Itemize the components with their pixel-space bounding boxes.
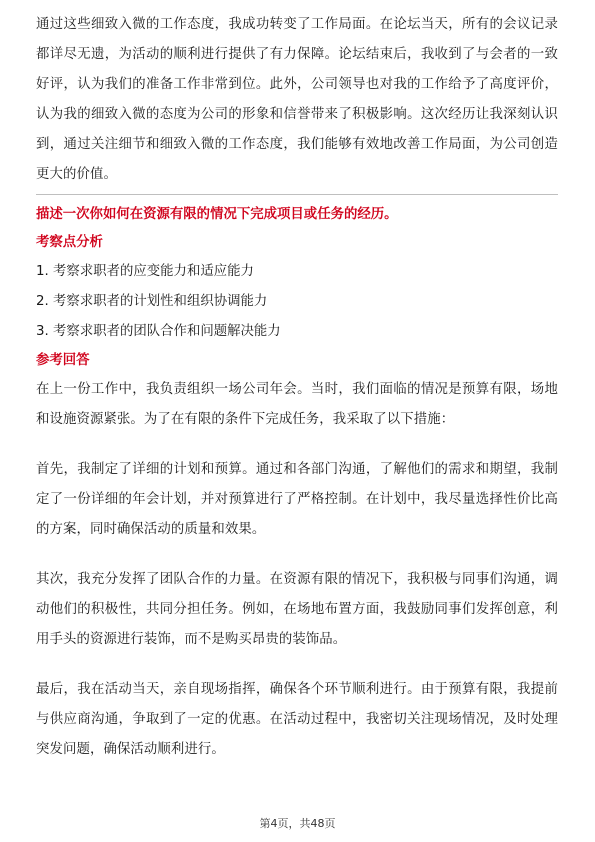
- analysis-point: 1. 考察求职者的应变能力和适应能力: [36, 264, 254, 279]
- analysis-heading: 考察点分析: [36, 235, 103, 250]
- page-number: 第4页，共48页: [259, 817, 336, 830]
- paragraph-gap: [36, 545, 558, 565]
- answer-paragraph: 最后，我在活动当天，亲自现场指挥，确保各个环节顺利进行。由于预算有限，我提前与供应商沟通，争取到了一定的优惠。在活动过程中，我密切关注现场情况，及时处理突发问题，确保活动顺利进行。: [36, 682, 558, 757]
- answer-paragraph: 其次，我充分发挥了团队合作的力量。在资源有限的情况下，我积极与同事们沟通，调动他们的积极性，共同分担任务。例如，在场地布置方面，我鼓励同事们发挥创意，利用手头的资源进行装饰，而不是购买昂贵的装饰品。: [36, 572, 558, 647]
- paragraph-gap: [36, 435, 558, 455]
- intro-paragraph: 通过这些细致入微的工作态度，我成功转变了工作局面。在论坛当天，所有的会议记录都详尽无遗，为活动的顺利进行提供了有力保障。论坛结束后，我收到了与会者的一致好评，认为我们的准备工作非常到位。此外，公司领导也对我的工作给予了高度评价，认为我的细致入微的态度为公司的形象和信誉带来了积极影响。这次经历让我深刻认识到，通过关注细节和细致入微的工作态度，我们能够有效地改善工作局面，为公司创造更大的价值。: [36, 17, 558, 182]
- answer-paragraph: 首先，我制定了详细的计划和预算。通过和各部门沟通，了解他们的需求和期望，我制定了一份详细的年会计划，并对预算进行了严格控制。在计划中，我尽量选择性价比高的方案，同时确保活动的质量和效果。: [36, 462, 558, 537]
- page-content: [36, 10, 558, 765]
- answer-paragraph: 在上一份工作中，我负责组织一场公司年会。当时，我们面临的情况是预算有限，场地和设施资源紧张。为了在有限的条件下完成任务，我采取了以下措施：: [36, 382, 558, 427]
- section-divider: [36, 194, 558, 195]
- question-title: 描述一次你如何在资源有限的情况下完成项目或任务的经历。: [36, 207, 398, 222]
- analysis-point: 3. 考察求职者的团队合作和问题解决能力: [36, 324, 281, 339]
- paragraph-gap: [36, 655, 558, 675]
- analysis-points: [36, 257, 558, 347]
- analysis-point: 2. 考察求职者的计划性和组织协调能力: [36, 294, 268, 309]
- answer-heading: 参考回答: [36, 353, 90, 368]
